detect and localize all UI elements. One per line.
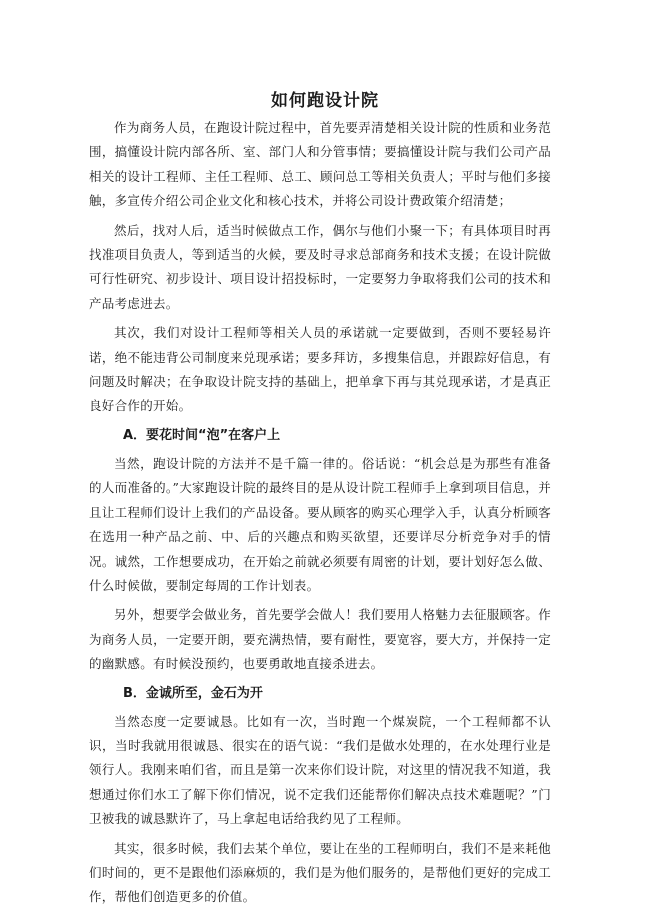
paragraph: 另外，想要学会做业务，首先要学会做人！我们要用人格魅力去征服顾客。作为商务人员，一定要开朗，要充满热情，要有耐性，要宽容，要大方，并保持一定的幽默感。有时候没预约，也要勇敢地直接杀进去。: [89, 607, 551, 672]
paragraph: 其次，我们对设计工程师等相关人员的承诺就一定要做到，否则不要轻易许诺，绝不能违背公司制度来兑现承诺；要多拜访，多搜集信息，并跟踪好信息，有问题及时解决；在争取设计院支持的基础上，把单拿下再与其兑现承诺，才是真正良好合作的开始。: [89, 325, 551, 414]
section-a-heading: A．要花时间“泡”在客户上: [123, 427, 281, 443]
document-body: [89, 116, 551, 915]
paragraph: 当然，跑设计院的方法并不是千篇一律的。俗话说：“机会总是为那些有准备的人而准备的。”大家跑设计院的最终目的是从设计院工程师手上拿到项目信息，并且让工程师们设计上我们的产品设备。要从顾客的购买心理学入手，认真分析顾客在选用一种产品之前、中、后的兴趣点和购买欲望，还要详尽分析竞争对手的情况。诚然，工作想要成功，在开始之前就必须要有周密的计划，要计划好怎么做、什么时候做，要制定每周的工作计划表。: [89, 455, 551, 593]
section-b-heading: B．金诚所至，金石为开: [123, 685, 263, 701]
page-title: 如何跑设计院: [271, 91, 379, 111]
paragraph: 作为商务人员，在跑设计院过程中，首先要弄清楚相关设计院的性质和业务范围，搞懂设计院内部各所、室、部门人和分管事情；要搞懂设计院与我们公司产品相关的设计工程师、主任工程师、总工、顾问总工等相关负责人；平时与他们多接触，多宣传介绍公司企业文化和核心技术，并将公司设计费政策介绍清楚；: [89, 120, 551, 209]
paragraph: 然后，找对人后，适当时候做点工作，偶尔与他们小聚一下；有具体项目时再找准项目负责人，等到适当的火候，要及时寻求总部商务和技术支援；在设计院做可行性研究、初步设计、项目设计招投标时，一定要努力争取将我们公司的技术和产品考虑进去。: [89, 222, 551, 311]
paragraph: 当然态度一定要诚恳。比如有一次，当时跑一个煤炭院，一个工程师都不认识，当时我就用很诚恳、很实在的语气说：“我们是做水处理的，在水处理行业是领行人。我刚来咱们省，而且是第一次来你们设计院，对这里的情况我不知道，我想通过你们水工了解下你们情况，说不定我们还能帮你们解决点技术难题呢？”门卫被我的诚恳默许了，马上拿起电话给我约见了工程师。: [89, 713, 551, 827]
paragraph: 其实，很多时候，我们去某个单位，要让在坐的工程师明白，我们不是来耗他们时间的，更不是跟他们添麻烦的，我们是为他们服务的，是帮他们更好的完成工作，帮他们创造更多的价值。: [89, 840, 551, 905]
